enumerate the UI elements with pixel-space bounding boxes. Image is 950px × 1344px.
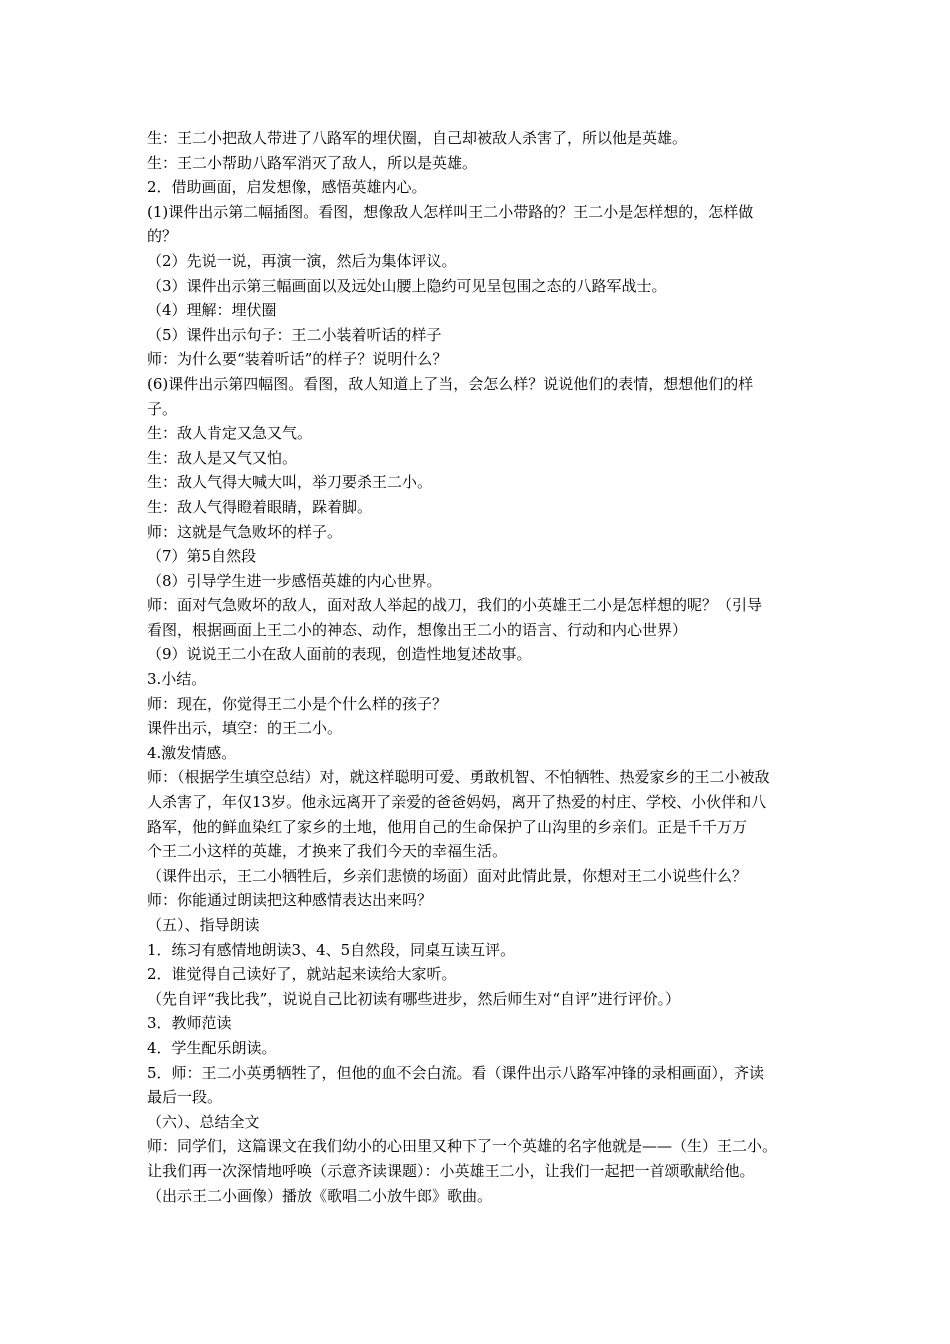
text-line: （先自评“我比我”，说说自己比初读有哪些进步，然后师生对“自评”进行评价。）	[147, 989, 681, 1008]
text-line: 生：敌人气得大喊大叫，举刀要杀王二小。	[147, 473, 433, 492]
text-line: 看图，根据画面上王二小的神态、动作，想像出王二小的语言、行动和内心世界）	[147, 620, 688, 639]
text-line: 3．教师范读	[147, 1014, 232, 1033]
text-line: 生：王二小把敌人带进了八路军的埋伏圈，自己却被敌人杀害了，所以他是英雄。	[147, 129, 688, 147]
text-line: 2．借助画面，启发想像，感悟英雄内心。	[147, 178, 427, 197]
document-body	[147, 126, 827, 1208]
text-line: 师：现在，你觉得王二小是个什么样的孩子？	[147, 694, 448, 713]
text-line: 人杀害了，年仅13岁。他永远离开了亲爱的爸爸妈妈，离开了热爱的村庄、学校、小伙伴和八	[147, 793, 767, 812]
text-line: 2．谁觉得自己读好了，就站起来读给大家听。	[147, 965, 457, 984]
text-line: 4．学生配乐朗读。	[147, 1038, 277, 1057]
text-line: 生：王二小帮助八路军消灭了敌人，所以是英雄。	[147, 153, 478, 172]
text-line: 个王二小这样的英雄，才换来了我们今天的幸福生活。	[147, 842, 508, 861]
text-line: 5．师：王二小英勇牺牲了，但他的血不会白流。看（课件出示八路军冲锋的录相画面），齐读	[147, 1063, 765, 1082]
text-line: 师：这就是气急败坏的样子。	[147, 522, 343, 541]
text-line: (6)课件出示第四幅图。看图，敌人知道上了当，会怎么样？说说他们的表情，想想他们的样	[147, 374, 754, 393]
text-line: （7）第5自然段	[147, 547, 257, 566]
text-line: 师：同学们，这篇课文在我们幼小的心田里又种下了一个英雄的名字他就是——（生）王二小。	[147, 1137, 778, 1156]
text-line: （8）引导学生进一步感悟英雄的内心世界。	[147, 571, 442, 590]
text-line: 子。	[147, 399, 178, 418]
text-line: 师：（根据学生填空总结）对，就这样聪明可爱、勇敢机智、不怕牺牲、热爱家乡的王二小被敌	[147, 768, 770, 787]
text-line: 师：为什么要“装着听话”的样子？说明什么？	[147, 350, 448, 369]
text-line: （2）先说一说，再演一演，然后为集体评议。	[147, 251, 457, 270]
text-line: 4.激发情感。	[147, 743, 237, 762]
text-line: （出示王二小画像）播放《歌唱二小放牛郎》歌曲。	[147, 1186, 493, 1205]
text-line: 1．练习有感情地朗读3、4、5自然段，同桌互读互评。	[147, 940, 516, 959]
text-line: 师：面对气急败坏的敌人，面对敌人举起的战刀，我们的小英雄王二小是怎样想的呢？（引导	[147, 596, 763, 615]
text-line: （3）课件出示第三幅画面以及远处山腰上隐约可见呈包围之态的八路军战士。	[147, 276, 667, 295]
text-line: 师：你能通过朗读把这种感情表达出来吗？	[147, 891, 433, 910]
text-line: （六）、总结全文	[147, 1112, 260, 1131]
text-line: （5）课件出示句子：王二小装着听话的样子	[147, 325, 442, 344]
text-line: （9）说说王二小在敌人面前的表现，创造性地复述故事。	[147, 645, 532, 664]
text-line: 最后一段。	[147, 1088, 223, 1107]
text-line: 生：敌人肯定又急又气。	[147, 424, 313, 443]
text-line: (1)课件出示第二幅插图。看图，想像敌人怎样叫王二小带路的？王二小是怎样想的，怎样做	[147, 202, 754, 221]
text-line: 的？	[147, 227, 178, 246]
text-line: 让我们再一次深情地呼唤（示意齐读课题）：小英雄王二小，让我们一起把一首颂歌献给他。	[147, 1161, 755, 1180]
text-line: （课件出示，王二小牺牲后，乡亲们悲愤的场面）面对此情此景，你想对王二小说些什么？	[147, 866, 748, 885]
text-line: （4）理解：埋伏圈	[147, 301, 277, 320]
text-line: （五）、指导朗读	[147, 916, 260, 934]
text-line: 生：敌人气得瞪着眼睛，跺着脚。	[147, 497, 373, 516]
text-line: 3.小结。	[147, 670, 207, 689]
text-line: 生：敌人是又气又怕。	[147, 448, 298, 467]
text-line: 课件出示，填空：的王二小。	[147, 719, 343, 738]
text-line: 路军，他的鲜血染红了家乡的土地，他用自己的生命保护了山沟里的乡亲们。正是千千万万	[147, 817, 748, 836]
